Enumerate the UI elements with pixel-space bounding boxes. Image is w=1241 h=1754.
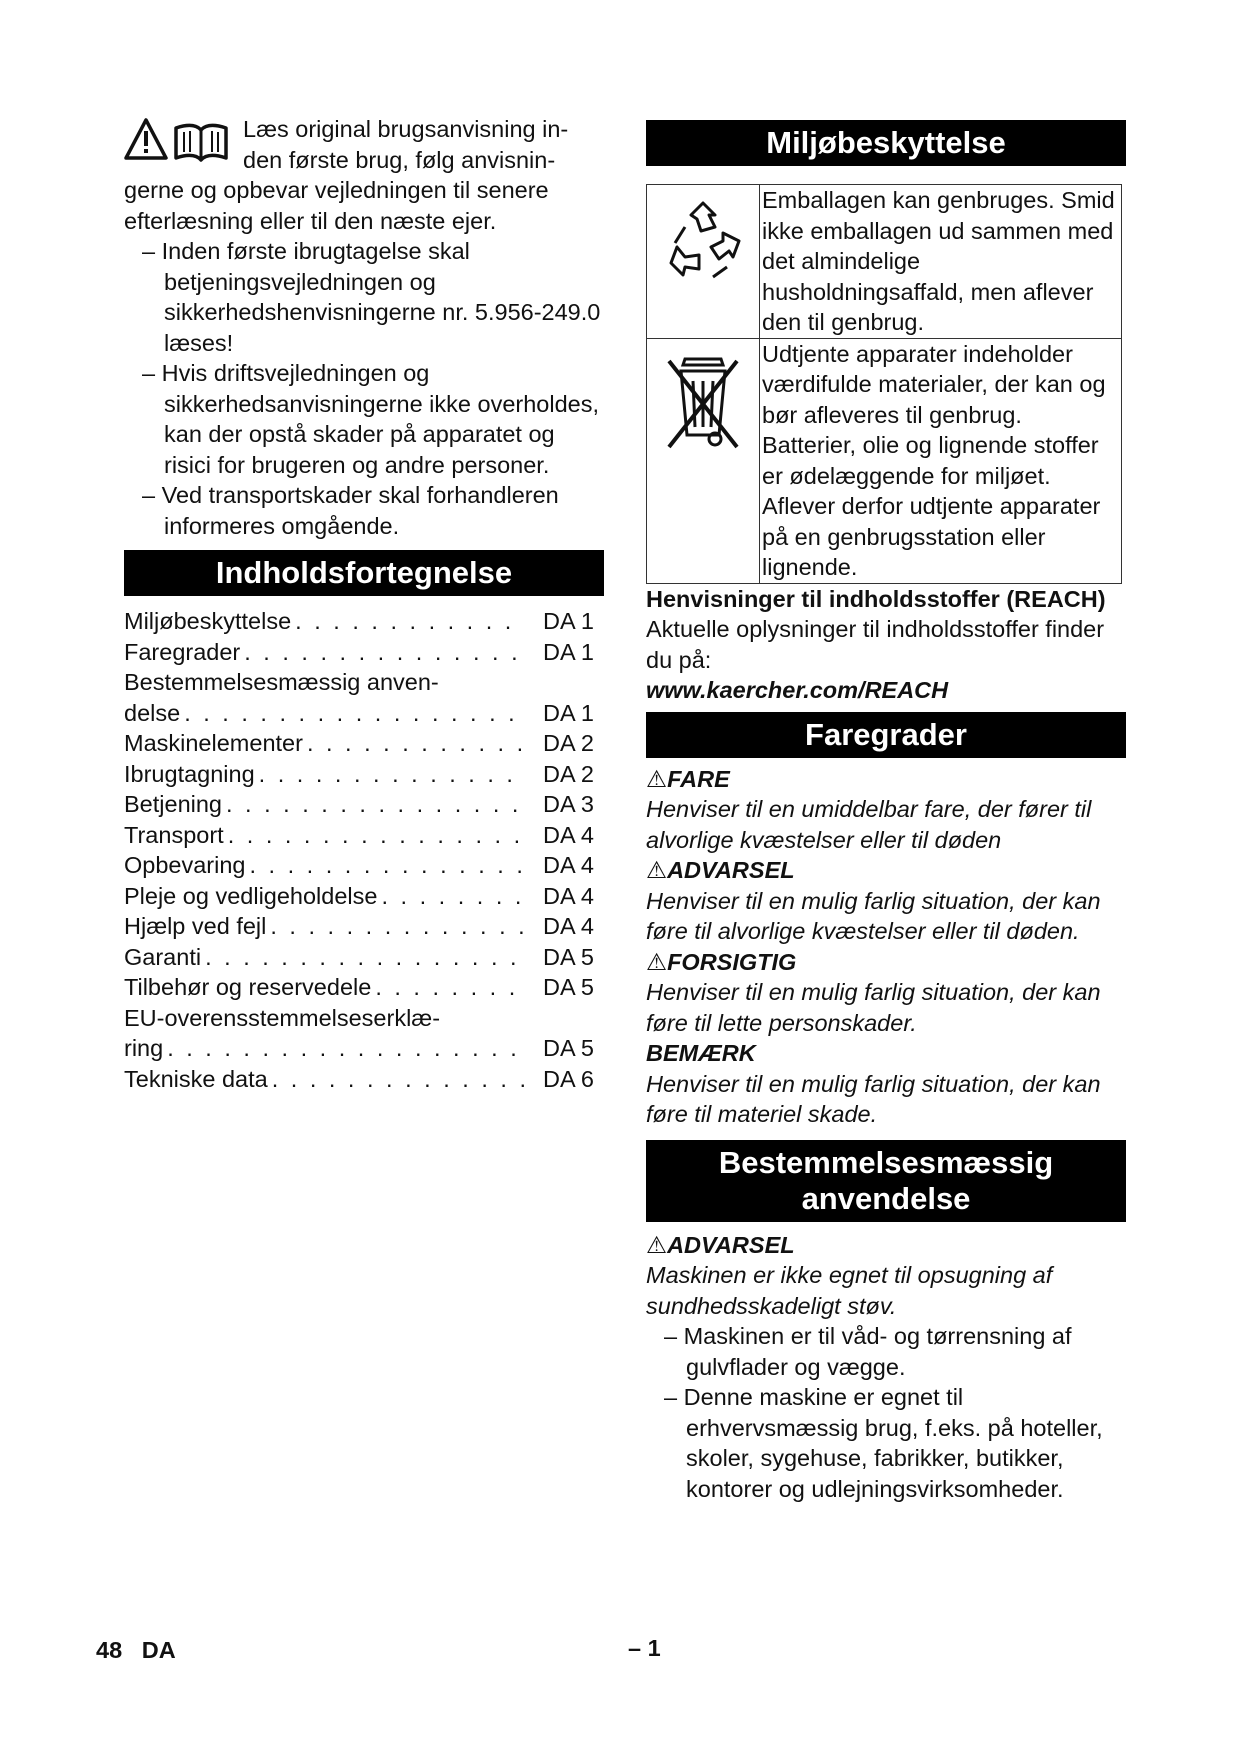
toc-entry-title-cont: delse bbox=[124, 699, 181, 726]
intended-use-heading: Bestemmelsesmæssig anvendelse bbox=[646, 1140, 1126, 1222]
toc-entry-title: Bestemmelsesmæssig anven- bbox=[124, 669, 439, 695]
toc-entry-page: DA 5 bbox=[543, 974, 594, 1000]
toc-heading: Indholdsfortegnelse bbox=[124, 550, 604, 596]
toc-entry-page: DA 2 bbox=[543, 760, 594, 787]
warning-read-manual-icon bbox=[124, 114, 239, 170]
left-column bbox=[124, 114, 604, 1094]
hazard-label: ⚠FORSIGTIG bbox=[646, 947, 1126, 978]
intended-use-warning-text: Maskinen er ikke egnet til opsugning af sundhedsskadeligt støv. bbox=[646, 1262, 1053, 1319]
recycle-icon bbox=[657, 197, 749, 289]
hazard-label: BEMÆRK bbox=[646, 1040, 756, 1066]
toc-entry-page: DA 1 bbox=[543, 638, 594, 665]
toc-entry-title: Hjælp ved fejl bbox=[124, 913, 267, 939]
intended-use-block bbox=[646, 1230, 1126, 1505]
recycle-icon-cell bbox=[647, 185, 760, 339]
toc-entry[interactable] bbox=[124, 789, 604, 820]
hazard-text: Henviser til en mulig farlig situation, der kan føre til lette personskader. bbox=[646, 979, 1101, 1036]
intended-use-bullet: – Denne maskine er egnet til erhvervsmæssig brug, f.eks. på hoteller, skoler, sygehuse, fabrikker, butikker, kontorer og udlejningsvirksomheder. bbox=[664, 1384, 1103, 1502]
toc-entry[interactable] bbox=[124, 881, 604, 912]
warning-icon: ⚠ bbox=[646, 765, 668, 792]
intro-line-1: Læs original brugsanvisning in- bbox=[243, 116, 569, 142]
intro-bullet: – Inden første ibrugtagelse skal betjeningsvejledningen og sikkerhedshenvisningerne nr. 5.956-249.0 læses! bbox=[142, 238, 601, 356]
intro-block bbox=[124, 114, 604, 541]
hazard-text: Henviser til en mulig farlig situation, der kan føre til alvorlige kvæstelser eller til døden. bbox=[646, 887, 1101, 944]
reach-text: Aktuelle oplysninger til indholdsstoffer finder du på: bbox=[646, 616, 1105, 673]
table-of-contents bbox=[124, 606, 604, 1094]
toc-entry-page: DA 1 bbox=[543, 608, 594, 634]
warning-icon: ⚠ bbox=[646, 857, 668, 883]
environment-table bbox=[646, 184, 1122, 584]
toc-entry-title: Betjening bbox=[124, 791, 222, 817]
toc-entry[interactable] bbox=[124, 1003, 604, 1064]
toc-entry-title: Garanti bbox=[124, 943, 202, 970]
hazard-levels bbox=[646, 764, 1126, 1130]
warning-icon: ⚠ bbox=[646, 948, 668, 975]
environment-text-disposal: Udtjente apparater indeholder værdifulde materialer, der kan og bør afleveres til genbrug. Batterier, olie og lignende stoffer er ødelæggende for miljøet. Aflever derfor udtjente apparater på en genbrugsstation eller lignende. bbox=[760, 338, 1122, 583]
toc-entry-title: EU-overensstemmelseserklæ- bbox=[124, 1004, 441, 1031]
toc-entry[interactable] bbox=[124, 759, 604, 790]
warning-icon: ⚠ bbox=[646, 1231, 668, 1258]
toc-entry-page: DA 6 bbox=[543, 1065, 594, 1092]
environment-text-recycling: Emballagen kan genbruges. Smid ikke emballagen ud sammen med det almindelige husholdningsaffald, men aflever den til genbrug. bbox=[760, 185, 1122, 339]
hazard-heading: Faregrader bbox=[646, 712, 1126, 758]
toc-entry-title: Maskinelementer bbox=[124, 730, 303, 756]
toc-entry-title: Ibrugtagning bbox=[124, 760, 255, 787]
toc-entry-title: Transport bbox=[124, 821, 224, 848]
intro-rest: gerne og opbevar vejledningen til senere efterlæsning eller til den næste ejer. bbox=[124, 177, 549, 234]
intro-bullet: – Hvis driftsvejledningen og sikkerhedsanvisningerne ikke overholdes, kan der opstå skader på apparatet og risici for brugeren og andre personer. bbox=[142, 360, 599, 478]
hazard-label: ⚠FARE bbox=[646, 764, 1126, 795]
toc-entry[interactable] bbox=[124, 942, 604, 973]
intro-bullet: – Ved transportskader skal forhandleren informeres omgående. bbox=[142, 482, 559, 539]
hazard-text: Henviser til en mulig farlig situation, der kan føre til materiel skade. bbox=[646, 1070, 1101, 1127]
toc-entry-page: DA 5 bbox=[543, 943, 594, 970]
toc-entry-title-cont: ring bbox=[124, 1035, 164, 1061]
toc-entry-page: DA 5 bbox=[543, 1035, 594, 1061]
intro-line-2: den første brug, følg anvisnin- bbox=[243, 146, 556, 173]
right-column bbox=[646, 120, 1126, 1504]
toc-entry-title: Opbevaring bbox=[124, 852, 246, 878]
toc-entry-page: DA 4 bbox=[543, 913, 594, 939]
hazard-text: Henviser til en umiddelbar fare, der fører til alvorlige kvæstelser eller til døden bbox=[646, 796, 1092, 853]
toc-entry-page: DA 4 bbox=[543, 821, 594, 848]
toc-entry[interactable] bbox=[124, 972, 604, 1003]
toc-entry[interactable] bbox=[124, 606, 604, 637]
footer-page-number: 48 DA bbox=[96, 1637, 176, 1663]
weee-icon-cell bbox=[647, 338, 760, 583]
toc-entry-title: Tekniske data bbox=[124, 1065, 268, 1092]
toc-entry-title: Miljøbeskyttelse bbox=[124, 608, 292, 634]
toc-entry[interactable] bbox=[124, 820, 604, 851]
hazard-label: ⚠ADVARSEL bbox=[646, 855, 1126, 886]
toc-entry[interactable] bbox=[124, 667, 604, 728]
toc-entry-title: Pleje og vedligeholdelse bbox=[124, 882, 378, 909]
intended-use-warning-label: ⚠ADVARSEL bbox=[646, 1230, 1126, 1261]
reach-link[interactable]: www.kaercher.com/REACH bbox=[646, 677, 949, 703]
toc-entry-page: DA 4 bbox=[543, 852, 594, 878]
toc-entry[interactable] bbox=[124, 637, 604, 668]
crossed-bin-icon bbox=[663, 351, 743, 451]
environment-heading: Miljøbeskyttelse bbox=[646, 120, 1126, 166]
toc-entry[interactable] bbox=[124, 1064, 604, 1095]
toc-entry-page: DA 2 bbox=[543, 730, 594, 756]
toc-entry-page: DA 1 bbox=[543, 699, 594, 726]
reach-title: Henvisninger til indholdsstoffer (REACH) bbox=[646, 585, 1106, 612]
toc-entry[interactable] bbox=[124, 850, 604, 881]
toc-entry-title: Faregrader bbox=[124, 638, 241, 665]
intended-use-bullet: – Maskinen er til våd- og tørrensning af gulvflader og vægge. bbox=[664, 1323, 1072, 1380]
footer-section-page: – 1 bbox=[628, 1635, 661, 1661]
toc-entry-title: Tilbehør og reservedele bbox=[124, 974, 372, 1000]
toc-entry-page: DA 3 bbox=[543, 791, 594, 817]
toc-entry-page: DA 4 bbox=[543, 882, 594, 909]
toc-entry[interactable] bbox=[124, 728, 604, 759]
toc-entry[interactable] bbox=[124, 911, 604, 942]
